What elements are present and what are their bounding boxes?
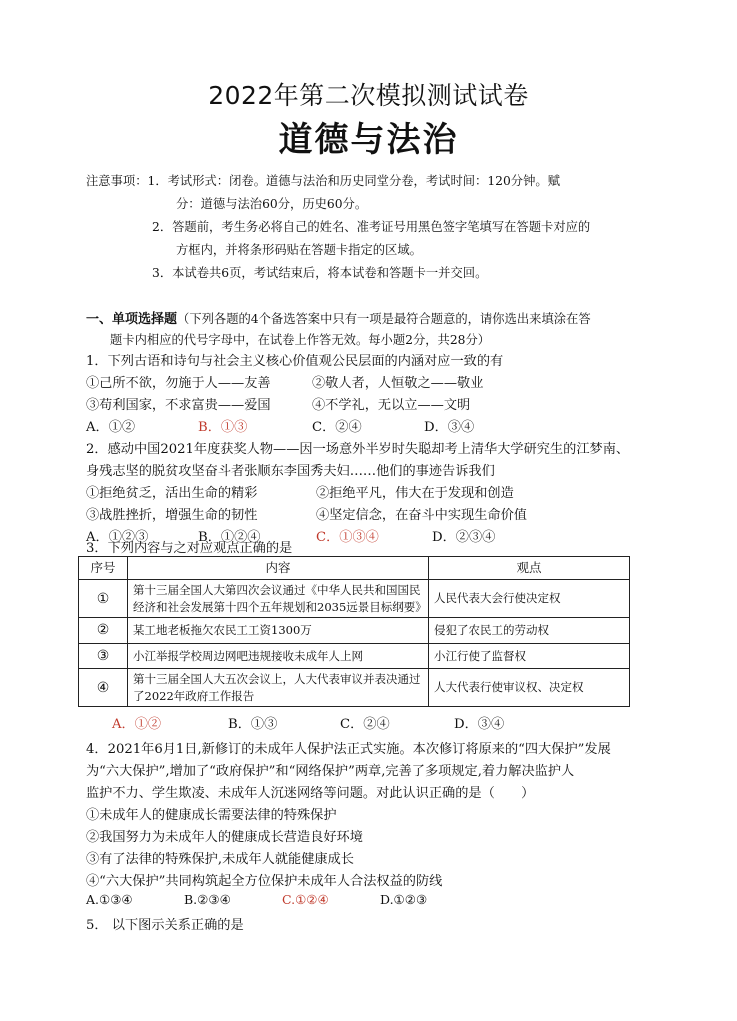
header-cell-content: 内容 (128, 557, 429, 580)
q2-option-c: C．①③④ (316, 530, 379, 545)
notice-label: 注意事项： (86, 174, 148, 188)
row-num: ④ (79, 669, 128, 707)
q4-statement-1: ①未成年人的健康成长需要法律的特殊保护 (86, 808, 337, 823)
q1-option-c: C．②④ (312, 420, 362, 435)
row-view: 人大代表行使审议权、决定权 (429, 669, 630, 707)
q4-option-a: A.①③④ (86, 892, 133, 907)
row-num: ③ (79, 643, 128, 668)
q2-stem-2: 身残志坚的脱贫攻坚奋斗者张顺东李国秀夫妇……他们的事迹告诉我们 (86, 464, 495, 479)
q3-option-d: D．③④ (454, 717, 505, 732)
q4-statement-3: ③有了法律的特殊保护,未成年人就能健康成长 (86, 852, 354, 867)
row-num: ② (79, 618, 128, 643)
q3-option-b: B．①③ (228, 717, 278, 732)
q5-stem: 5． 以下图示关系正确的是 (86, 918, 244, 933)
q1-statement-1: ①己所不欲，勿施于人——友善 (86, 376, 271, 391)
row-content: 第十三届全国人大五次会议上，人大代表审议并表决通过了2022年政府工作报告 (128, 669, 429, 707)
header-cell-view: 观点 (429, 557, 630, 580)
q1-stem: 1．下列古语和诗句与社会主义核心价值观公民层面的内涵对应一致的有 (86, 354, 504, 369)
q4-option-b: B.②③④ (184, 892, 231, 907)
section1-desc: （下列各题的4个备选答案中只有一项是最符合题意的，请你选出来填涂在答 (177, 312, 591, 326)
q4-stem-2: 为“六大保护”,增加了“政府保护”和“网络保护”两章,完善了多项规定,着力解决监护人 (86, 764, 575, 779)
q2-statement-3: ③战胜挫折，增强生命的韧性 (86, 508, 258, 523)
q1-option-b: B．①③ (198, 420, 248, 435)
table-header-row (79, 557, 630, 580)
q2-option-d: D．②③④ (432, 530, 496, 545)
section1-heading: 一、单项选择题 (86, 312, 178, 327)
notice-item-3: 3．本试卷共6页，考试结束后，将本试卷和答题卡一并交回。 (152, 266, 488, 280)
exam-title: 2022年第二次模拟测试试卷 (208, 81, 529, 110)
notice-line-1 (86, 171, 560, 189)
notice-item-1-cont: 分：道德与法治60分，历史60分。 (176, 197, 368, 211)
q4-stem-1: 4．2021年6月1日,新修订的未成年人保护法正式实施。本次修订将原来的“四大保护”发展 (86, 742, 611, 757)
section1-heading-line (86, 308, 591, 327)
q1-statement-3: ③苟利国家，不求富贵——爱国 (86, 398, 271, 413)
q2-option-a: A．①②③ (86, 530, 149, 545)
q3-option-c: C．②④ (340, 717, 390, 732)
q1-statement-2: ②敬人者，人恒敬之——敬业 (312, 376, 484, 391)
row-view: 侵犯了农民工的劳动权 (429, 618, 630, 643)
notice-item-2-cont: 方框内，并将条形码贴在答题卡指定的区域。 (176, 243, 422, 257)
q3-stem: 3．下列内容与之对应观点正确的是 (86, 541, 293, 556)
exam-subject: 道德与法治 (278, 120, 459, 160)
row-view: 人民代表大会行使决定权 (429, 580, 630, 618)
q1-option-a: A．①② (86, 420, 136, 435)
q4-option-d: D.①②③ (380, 892, 428, 907)
q4-statement-4: ④“六大保护”共同构筑起全方位保护未成年人合法权益的防线 (86, 874, 443, 889)
q3-table (78, 556, 630, 707)
section1-desc-cont: 题卡内相应的代号字母中，在试卷上作答无效。每小题2分，共28分） (110, 333, 491, 347)
row-num: ① (79, 580, 128, 618)
row-content: 小江举报学校周边网吧违规接收未成年人上网 (128, 643, 429, 668)
table-row (79, 580, 630, 618)
q2-statement-4: ④坚定信念，在奋斗中实现生命价值 (316, 508, 527, 523)
notice-item-1: 1．考试形式：闭卷。道德与法治和历史同堂分卷，考试时间：120分钟。赋 (147, 174, 560, 188)
row-view: 小江行使了监督权 (429, 643, 630, 668)
q3-option-a: A．①② (112, 717, 162, 732)
table-row (79, 618, 630, 643)
q2-statement-2: ②拒绝平凡，伟大在于发现和创造 (316, 486, 514, 501)
q4-option-c: C.①②④ (282, 892, 329, 907)
q1-option-d: D．③④ (424, 420, 475, 435)
q1-statement-4: ④不学礼，无以立——文明 (312, 398, 471, 413)
row-content: 第十三届全国人大第四次会议通过《中华人民共和国国民经济和社会发展第十四个五年规划和2035远景目标纲要》 (128, 580, 429, 618)
table-row (79, 643, 630, 668)
q2-option-b: B．①②④ (198, 530, 261, 545)
row-content: 某工地老板拖欠农民工工资1300万 (128, 618, 429, 643)
q4-stem-3: 监护不力、学生欺凌、未成年人沉迷网络等问题。对此认识正确的是（ ） (86, 786, 535, 801)
q2-statement-1: ①拒绝贫乏，活出生命的精彩 (86, 486, 258, 501)
q4-statement-2: ②我国努力为未成年人的健康成长营造良好环境 (86, 830, 363, 845)
header-cell-num: 序号 (79, 557, 128, 580)
table-row (79, 669, 630, 707)
q2-stem-1: 2．感动中国2021年度获奖人物——因一场意外半岁时失聪却考上清华大学研究生的江梦南、 (86, 442, 630, 457)
notice-item-2: 2．答题前，考生务必将自己的姓名、准考证号用黑色签字笔填写在答题卡对应的 (152, 220, 591, 234)
